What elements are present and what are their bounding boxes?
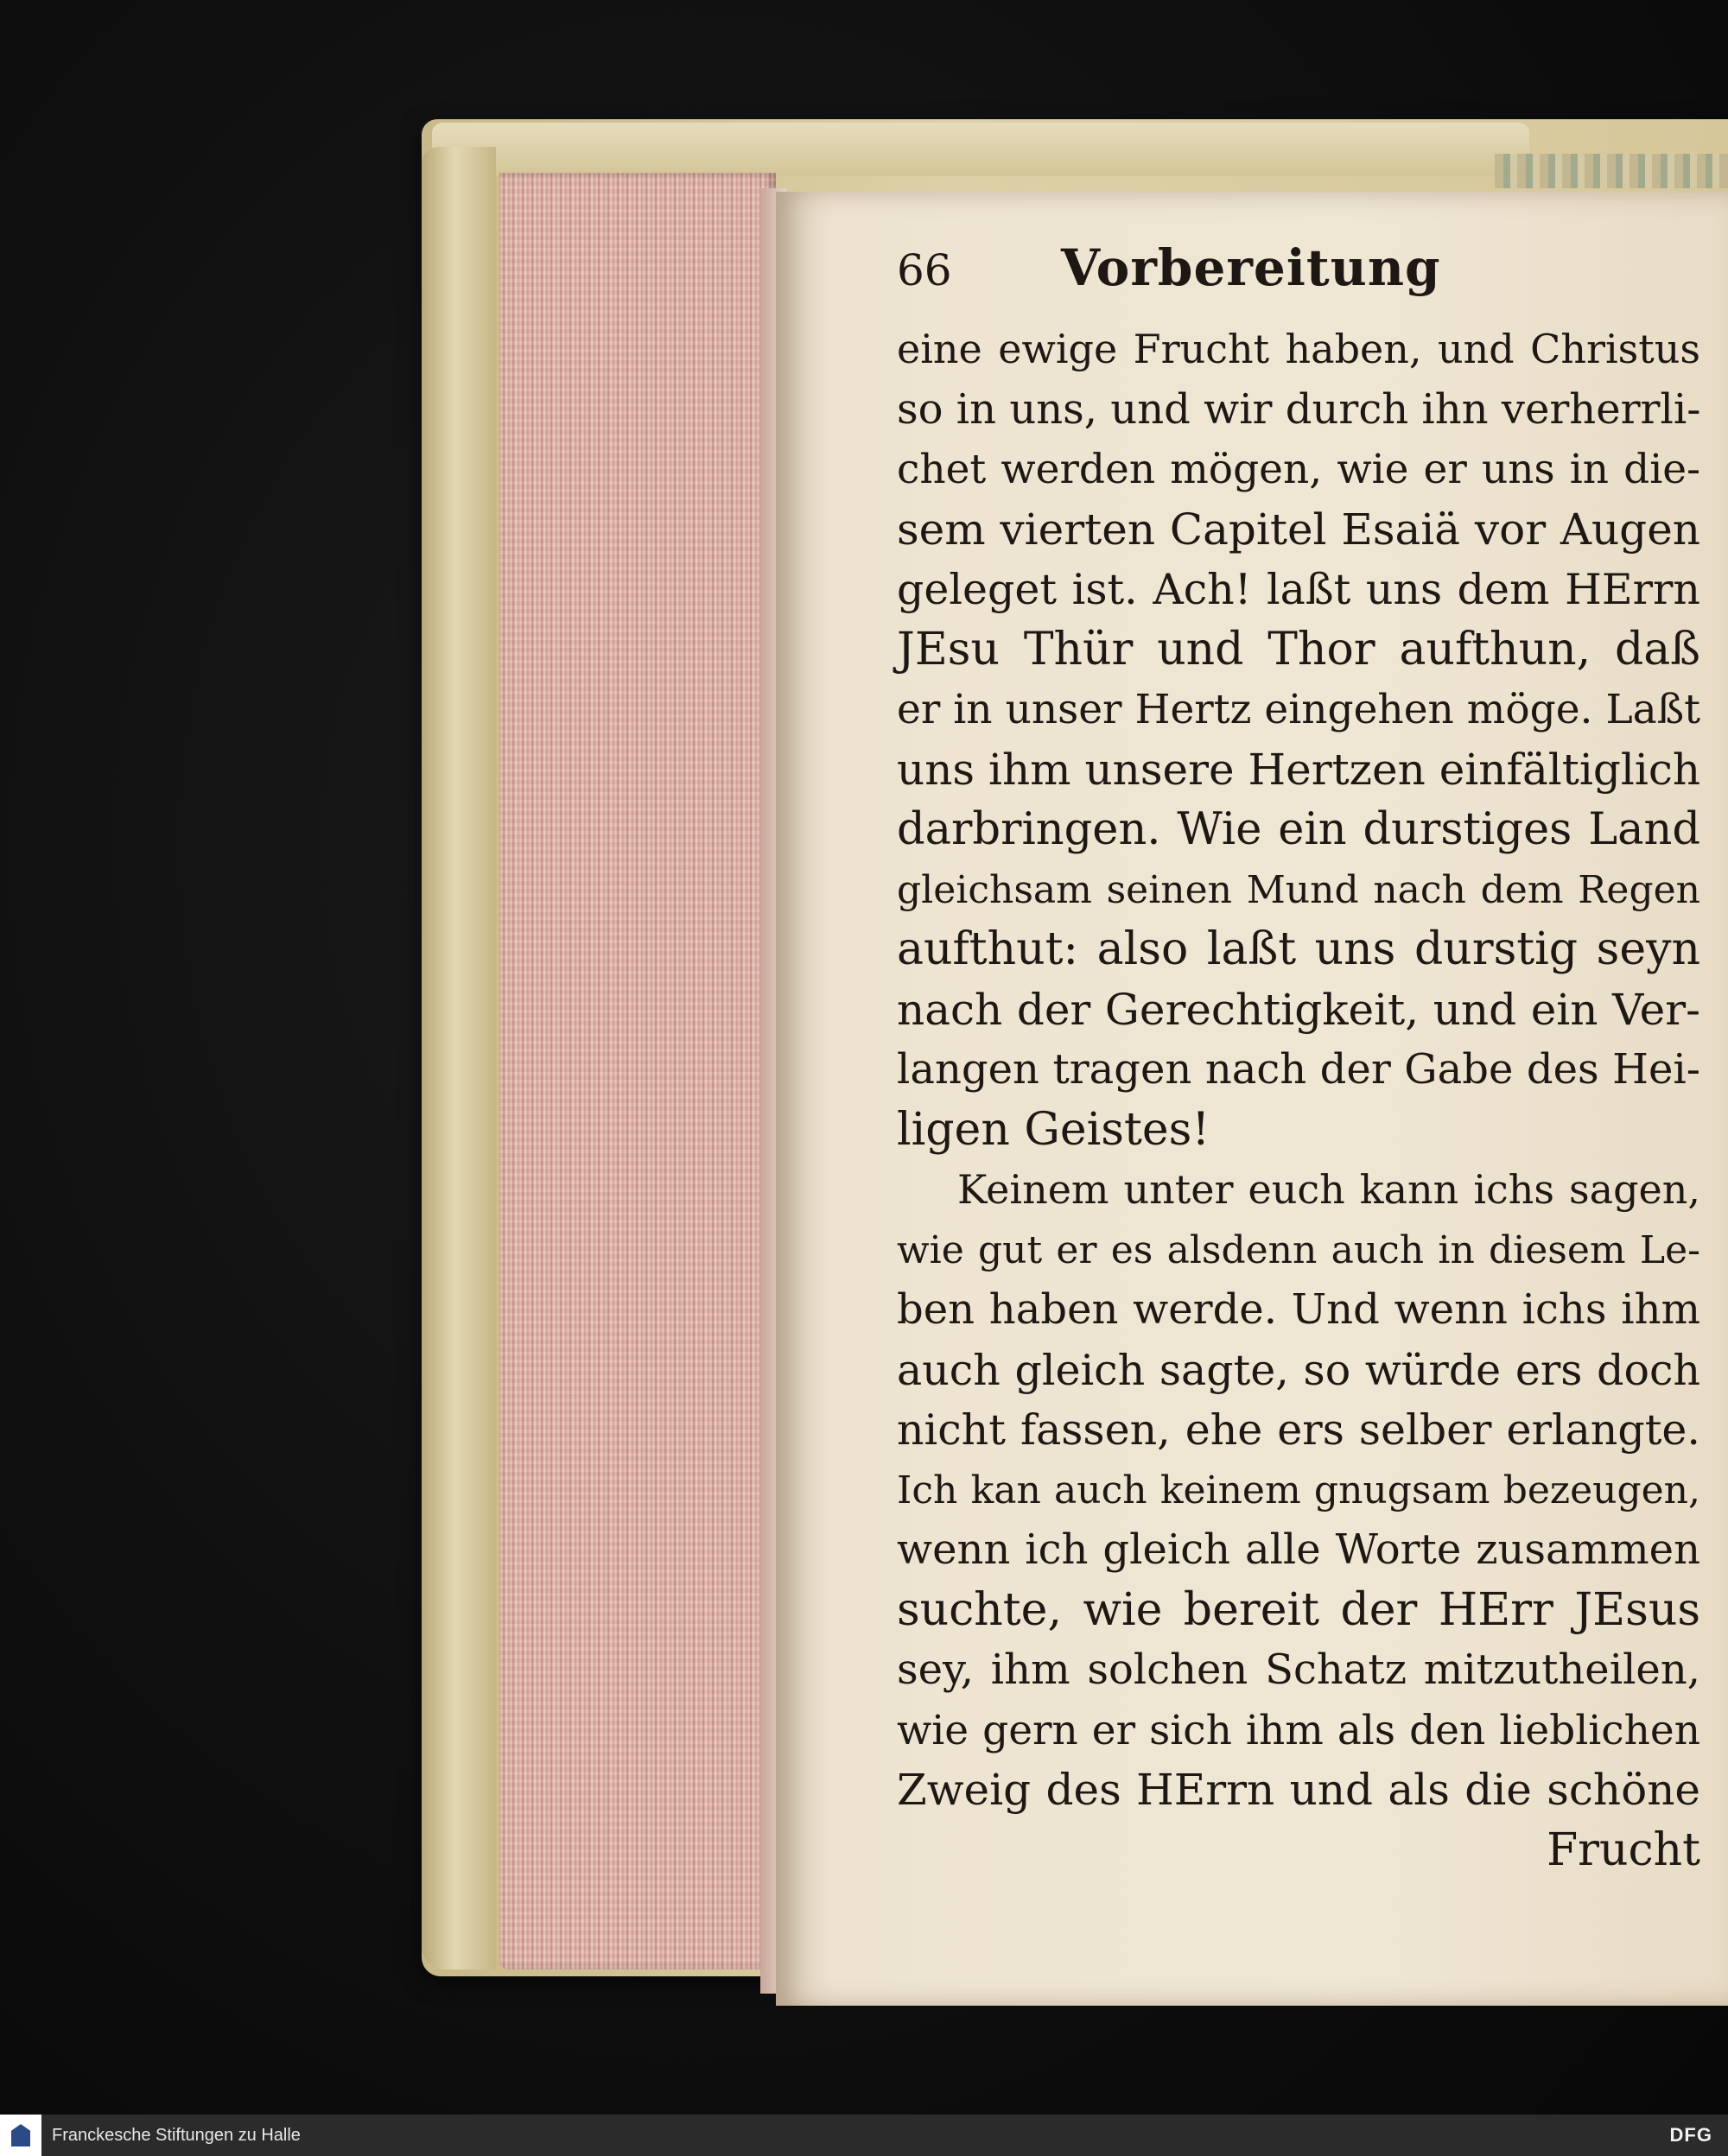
page-text-block — [897, 238, 1700, 1880]
text-line: auch gleich sagte, so würde ers doch — [897, 1345, 1700, 1395]
text-line: suchte, wie bereit der HErr JEsus — [897, 1583, 1700, 1636]
running-head — [897, 238, 1700, 308]
headband — [1495, 154, 1728, 188]
running-title: Vorbereitung — [1061, 238, 1441, 297]
page-number: 66 — [897, 245, 952, 295]
text-line: Keinem unter euch kann ichs sagen, — [957, 1166, 1700, 1213]
text-line: wie gut er es alsdenn auch in diesem Le- — [897, 1227, 1700, 1272]
text-line: eine ewige Frucht haben, und Christus — [897, 326, 1700, 372]
dfg-logo: DFG — [1669, 2124, 1712, 2146]
text-line: chet werden mögen, wie er uns in die- — [897, 446, 1700, 493]
text-line: JEsu Thür und Thor aufthun, daß — [897, 623, 1700, 675]
text-line: Ich kan auch keinem gnugsam bezeugen, — [897, 1468, 1700, 1512]
text-line: nach der Gerechtigkeit, und ein Ver- — [897, 984, 1700, 1035]
text-line: langen tragen nach der Gabe des Hei- — [897, 1045, 1700, 1094]
book-spine-edge — [422, 147, 496, 1969]
text-line: Zweig des HErrn und als die schöne — [897, 1765, 1700, 1815]
text-line: ben haben werde. Und wenn ichs ihm — [897, 1285, 1700, 1334]
text-line: gleichsam seinen Mund nach dem Regen — [897, 867, 1700, 912]
page-edges-red — [499, 173, 776, 1969]
text-line: uns ihm unsere Hertzen einfältiglich — [897, 744, 1701, 795]
book-page — [776, 192, 1728, 2006]
text-line: geleget ist. Ach! laßt uns dem HErrn — [897, 565, 1700, 614]
text-line: darbringen. Wie ein durstiges Land — [897, 804, 1700, 855]
cover-top-edge — [432, 123, 1529, 176]
institution-logo-icon — [0, 2115, 41, 2156]
text-line: sem vierten Capitel Esaiä vor Augen — [897, 504, 1700, 555]
catchword: Frucht — [1547, 1823, 1700, 1876]
text-line: er in unser Hertz eingehen möge. Laßt — [897, 686, 1700, 733]
text-line: sey, ihm solchen Schatz mitzutheilen, — [897, 1646, 1700, 1694]
text-line: ligen Geistes! — [897, 1103, 1210, 1156]
text-line: nicht fassen, ehe ers selber erlangte. — [897, 1405, 1700, 1455]
text-line: aufthut: also laßt uns durstig seyn — [897, 923, 1700, 975]
text-line: wenn ich gleich alle Worte zusammen — [897, 1525, 1700, 1574]
institution-name: Franckesche Stiftungen zu Halle — [52, 2125, 301, 2145]
text-line: wie gern er sich ihm als den lieblichen — [897, 1706, 1700, 1754]
footer-bar — [0, 2115, 1728, 2156]
text-line: so in uns, und wir durch ihn verherrli- — [897, 384, 1701, 434]
